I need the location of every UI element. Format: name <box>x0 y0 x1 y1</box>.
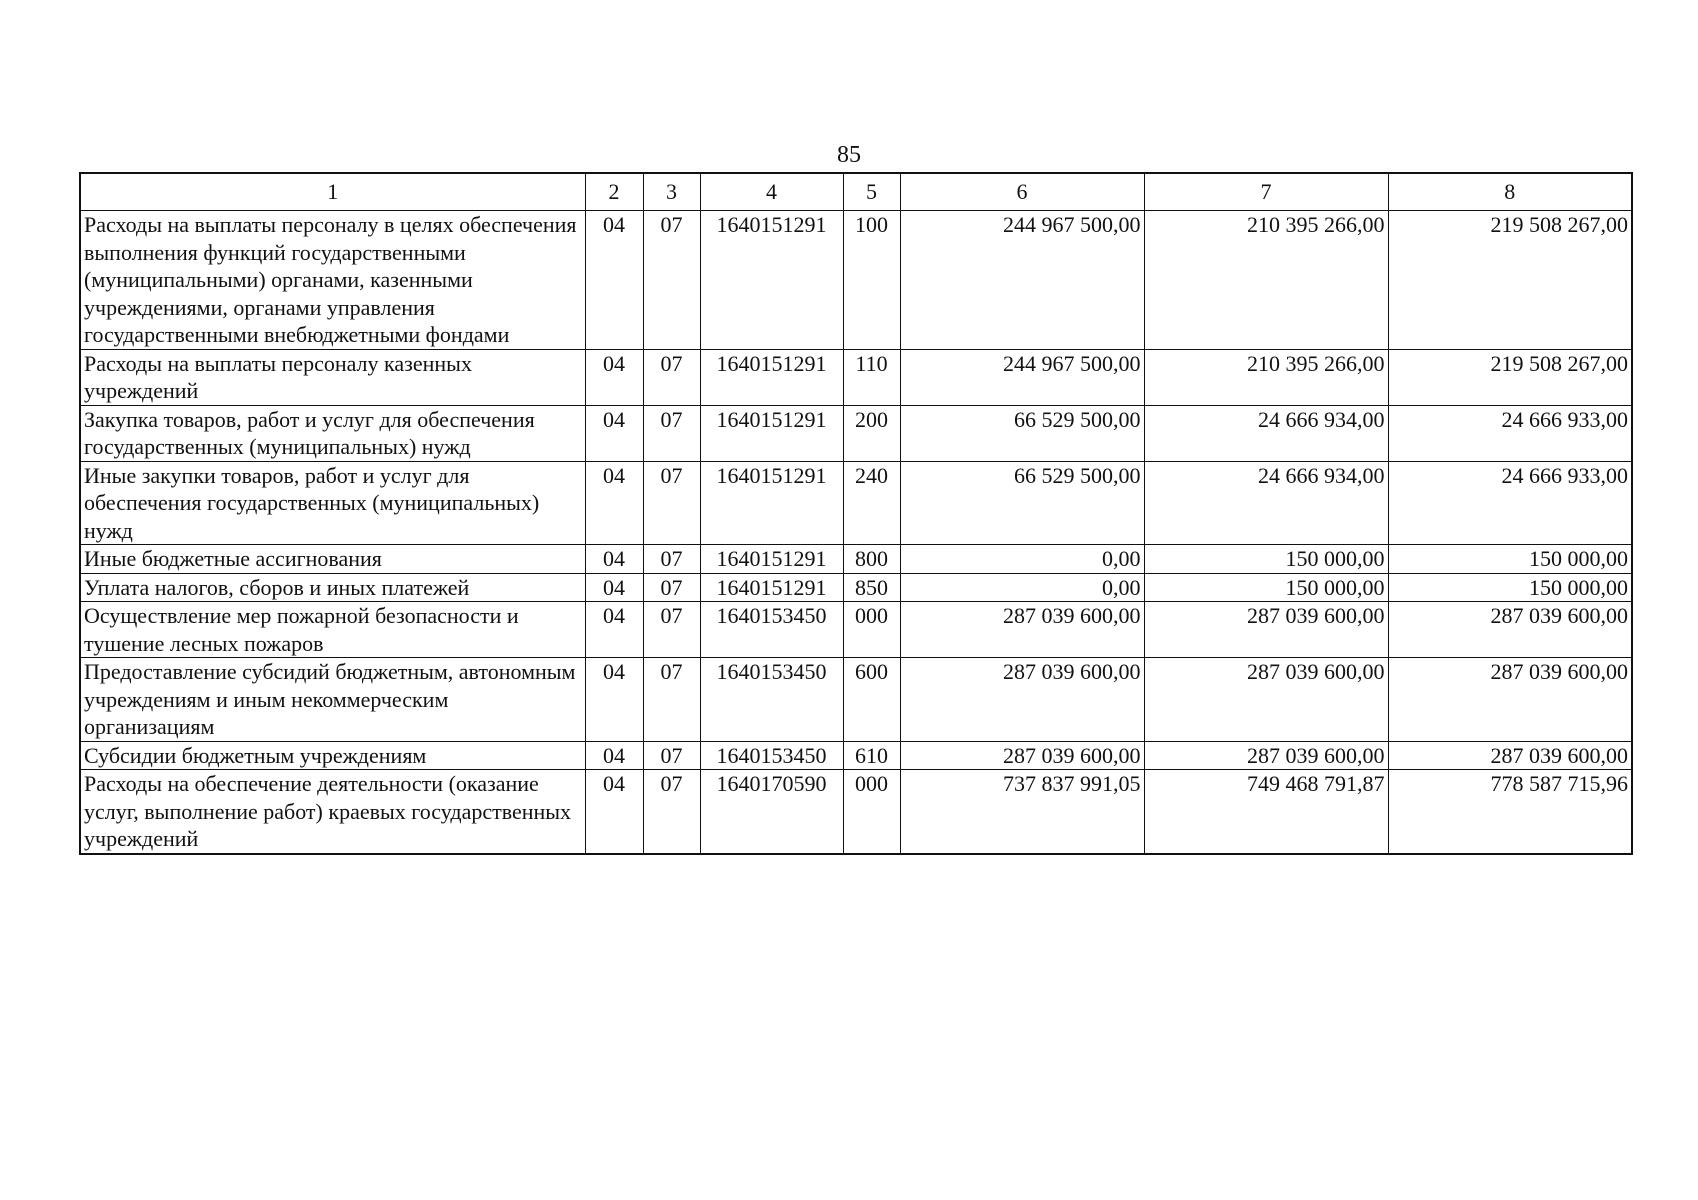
expense-type-code: 200 <box>843 405 900 461</box>
amount-column-7: 24 666 934,00 <box>1144 461 1388 545</box>
subsection-code: 07 <box>643 741 700 770</box>
subsection-code: 07 <box>643 211 700 350</box>
expense-name: Расходы на выплаты персоналу в целях обеспечения выполнения функций государственными (муниципальными) органами, казенными учреждениями, органами управления государственными внебюджетными фондами <box>80 211 585 350</box>
amount-column-7: 749 468 791,87 <box>1144 770 1388 854</box>
expense-name: Предоставление субсидий бюджетным, автономным учреждениям и иным некоммерческим организациям <box>80 658 585 742</box>
table-row <box>80 602 1632 658</box>
subsection-code: 07 <box>643 349 700 405</box>
amount-column-8: 778 587 715,96 <box>1388 770 1632 854</box>
expense-type-code: 240 <box>843 461 900 545</box>
subsection-code: 07 <box>643 573 700 602</box>
expense-name: Расходы на выплаты персоналу казенных учреждений <box>80 349 585 405</box>
amount-column-6: 0,00 <box>900 573 1144 602</box>
expense-name: Уплата налогов, сборов и иных платежей <box>80 573 585 602</box>
subsection-code: 07 <box>643 602 700 658</box>
table-row <box>80 658 1632 742</box>
target-article-code: 1640151291 <box>700 461 843 545</box>
amount-column-8: 24 666 933,00 <box>1388 461 1632 545</box>
target-article-code: 1640151291 <box>700 573 843 602</box>
section-code: 04 <box>585 602 643 658</box>
section-code: 04 <box>585 545 643 574</box>
amount-column-8: 287 039 600,00 <box>1388 741 1632 770</box>
target-article-code: 1640151291 <box>700 211 843 350</box>
target-article-code: 1640151291 <box>700 405 843 461</box>
amount-column-8: 24 666 933,00 <box>1388 405 1632 461</box>
expense-type-code: 100 <box>843 211 900 350</box>
table-row <box>80 741 1632 770</box>
column-header-1: 1 <box>80 173 585 211</box>
expense-type-code: 000 <box>843 602 900 658</box>
amount-column-6: 287 039 600,00 <box>900 741 1144 770</box>
expense-type-code: 800 <box>843 545 900 574</box>
subsection-code: 07 <box>643 658 700 742</box>
expense-name: Иные бюджетные ассигнования <box>80 545 585 574</box>
expense-name: Иные закупки товаров, работ и услуг для обеспечения государственных (муниципальных) нужд <box>80 461 585 545</box>
section-code: 04 <box>585 741 643 770</box>
column-header-7: 7 <box>1144 173 1388 211</box>
page-number: 85 <box>837 142 861 168</box>
amount-column-8: 287 039 600,00 <box>1388 658 1632 742</box>
amount-column-6: 737 837 991,05 <box>900 770 1144 854</box>
section-code: 04 <box>585 405 643 461</box>
table-row <box>80 770 1632 854</box>
column-header-4: 4 <box>700 173 843 211</box>
amount-column-8: 287 039 600,00 <box>1388 602 1632 658</box>
section-code: 04 <box>585 573 643 602</box>
expense-type-code: 850 <box>843 573 900 602</box>
amount-column-8: 150 000,00 <box>1388 573 1632 602</box>
subsection-code: 07 <box>643 545 700 574</box>
table-row <box>80 211 1632 350</box>
expense-name: Осуществление мер пожарной безопасности и тушение лесных пожаров <box>80 602 585 658</box>
column-header-6: 6 <box>900 173 1144 211</box>
table-row <box>80 405 1632 461</box>
amount-column-6: 66 529 500,00 <box>900 461 1144 545</box>
amount-column-8: 219 508 267,00 <box>1388 349 1632 405</box>
table-header-row <box>80 173 1632 211</box>
column-header-5: 5 <box>843 173 900 211</box>
section-code: 04 <box>585 211 643 350</box>
subsection-code: 07 <box>643 770 700 854</box>
target-article-code: 1640151291 <box>700 349 843 405</box>
table-row <box>80 545 1632 574</box>
amount-column-7: 24 666 934,00 <box>1144 405 1388 461</box>
amount-column-6: 287 039 600,00 <box>900 602 1144 658</box>
table-row <box>80 573 1632 602</box>
table-row <box>80 349 1632 405</box>
amount-column-7: 150 000,00 <box>1144 545 1388 574</box>
section-code: 04 <box>585 770 643 854</box>
target-article-code: 1640153450 <box>700 602 843 658</box>
amount-column-7: 150 000,00 <box>1144 573 1388 602</box>
expense-type-code: 600 <box>843 658 900 742</box>
expense-name: Расходы на обеспечение деятельности (оказание услуг, выполнение работ) краевых государственных учреждений <box>80 770 585 854</box>
expense-name: Субсидии бюджетным учреждениям <box>80 741 585 770</box>
amount-column-7: 287 039 600,00 <box>1144 602 1388 658</box>
section-code: 04 <box>585 658 643 742</box>
amount-column-7: 287 039 600,00 <box>1144 741 1388 770</box>
section-code: 04 <box>585 461 643 545</box>
expense-type-code: 000 <box>843 770 900 854</box>
target-article-code: 1640151291 <box>700 545 843 574</box>
target-article-code: 1640153450 <box>700 658 843 742</box>
subsection-code: 07 <box>643 405 700 461</box>
column-header-3: 3 <box>643 173 700 211</box>
amount-column-6: 244 967 500,00 <box>900 349 1144 405</box>
amount-column-7: 210 395 266,00 <box>1144 211 1388 350</box>
section-code: 04 <box>585 349 643 405</box>
expense-name: Закупка товаров, работ и услуг для обеспечения государственных (муниципальных) нужд <box>80 405 585 461</box>
amount-column-6: 66 529 500,00 <box>900 405 1144 461</box>
budget-table <box>79 172 1633 855</box>
amount-column-8: 150 000,00 <box>1388 545 1632 574</box>
column-header-2: 2 <box>585 173 643 211</box>
column-header-8: 8 <box>1388 173 1632 211</box>
target-article-code: 1640153450 <box>700 741 843 770</box>
amount-column-7: 210 395 266,00 <box>1144 349 1388 405</box>
expense-type-code: 610 <box>843 741 900 770</box>
amount-column-6: 287 039 600,00 <box>900 658 1144 742</box>
table-row <box>80 461 1632 545</box>
amount-column-7: 287 039 600,00 <box>1144 658 1388 742</box>
subsection-code: 07 <box>643 461 700 545</box>
target-article-code: 1640170590 <box>700 770 843 854</box>
amount-column-6: 0,00 <box>900 545 1144 574</box>
amount-column-6: 244 967 500,00 <box>900 211 1144 350</box>
expense-type-code: 110 <box>843 349 900 405</box>
amount-column-8: 219 508 267,00 <box>1388 211 1632 350</box>
